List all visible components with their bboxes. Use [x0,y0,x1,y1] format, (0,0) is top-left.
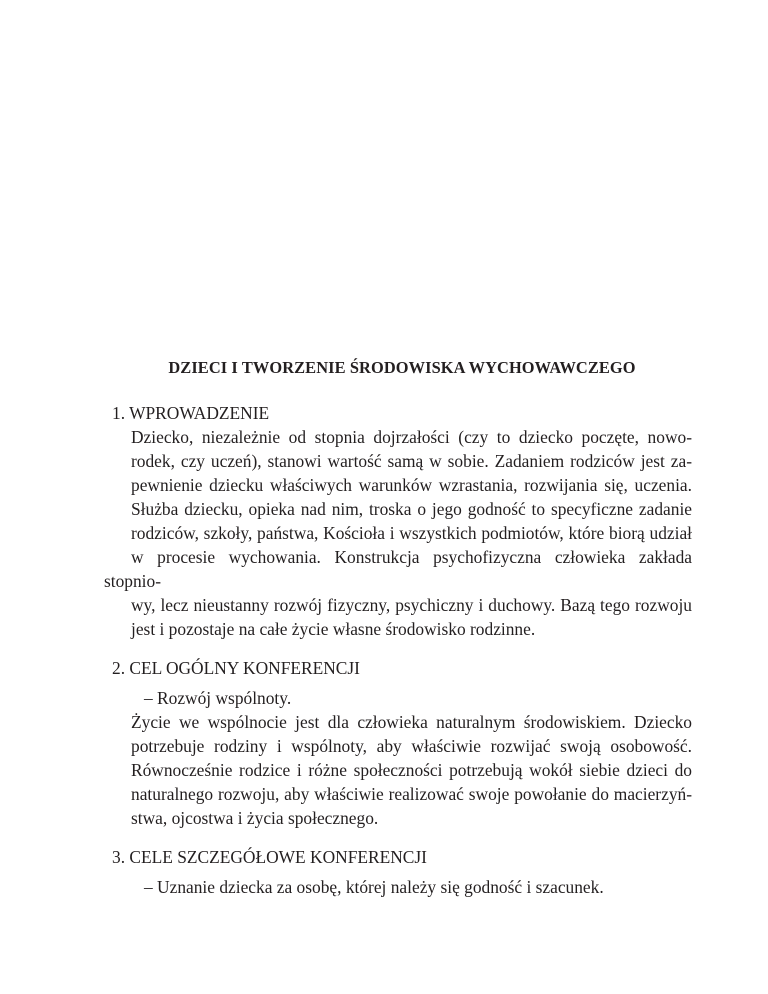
paragraph-line: jest i pozostaje na całe życie własne środowisko rodzinne. [131,619,536,639]
paragraph-line: Równocześnie rodzice i różne społeczności potrzebują wokół siebie dzieci do [131,760,692,780]
paragraph-line: w procesie wychowania. Konstrukcja psychofizyczna człowieka zakłada stopnio- [104,547,692,591]
paragraph-line: Dziecko, niezależnie od stopnia dojrzałości (czy to dziecko poczęte, nowo- [131,427,692,447]
paragraph-line: Życie we wspólnocie jest dla człowieka naturalnym środowiskiem. Dziecko [131,712,692,732]
section-heading-introduction: 1. WPROWADZENIE [112,403,270,423]
paragraph-introduction [104,425,692,641]
paragraph-line: stwa, ojcostwa i życia społecznego. [131,808,379,828]
document-title: DZIECI I TWORZENIE ŚRODOWISKA WYCHOWAWCZEGO [168,358,636,377]
paragraph-line: Służba dziecku, opieka nad nim, troska o jego godność to specyficzne zadanie [131,499,692,519]
paragraph-line: naturalnego rozwoju, aby właściwie realizować swoje powołanie do macierzyń- [131,784,692,804]
document-page [104,356,692,899]
paragraph-line: potrzebuje rodziny i wspólnoty, aby właściwie rozwijać swoją osobowość. [131,736,692,756]
paragraph-line: rodek, czy uczeń), stanowi wartość samą w sobie. Zadaniem rodziców jest za- [131,451,692,471]
paragraph-line: rodziców, szkoły, państwa, Kościoła i wszystkich podmiotów, które biorą udział [131,523,692,543]
dash-item-dignity: – Uznanie dziecka za osobę, której należy się godność i szacunek. [144,877,604,897]
section-heading-specific-goals: 3. CELE SZCZEGÓŁOWE KONFERENCJI [112,847,427,867]
paragraph-line: wy, lecz nieustanny rozwój fizyczny, psychiczny i duchowy. Bazą tego rozwoju [131,595,692,615]
section-heading-general-goal: 2. CEL OGÓLNY KONFERENCJI [112,658,360,678]
dash-item-community: – Rozwój wspólnoty. [144,688,292,708]
paragraph-line: pewnienie dziecku właściwych warunków wzrastania, rozwijania się, uczenia. [131,475,692,495]
paragraph-general-goal [104,710,692,830]
